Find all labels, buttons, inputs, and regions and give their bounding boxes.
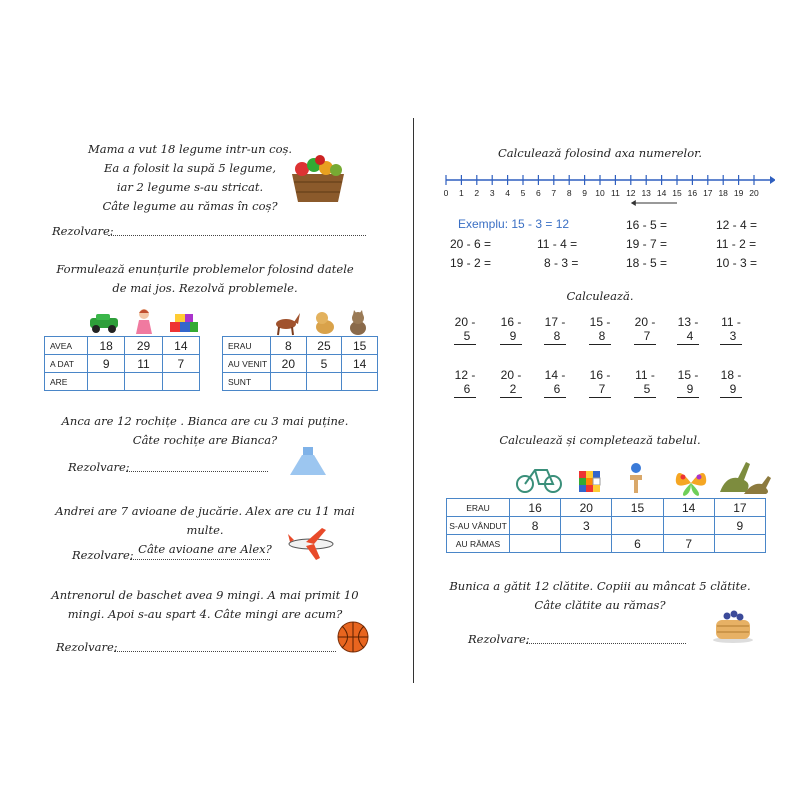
row-label: ERAU bbox=[223, 337, 271, 355]
number-line-label: 20 bbox=[749, 188, 759, 198]
vertical-subtraction bbox=[716, 315, 746, 345]
number-line-label: 1 bbox=[459, 188, 464, 198]
airplane-icon bbox=[286, 526, 336, 562]
table-cell[interactable]: 14 bbox=[162, 337, 199, 355]
equation: 19 - 7 = bbox=[626, 237, 668, 251]
cat-icon bbox=[346, 310, 370, 336]
minuend: 13 - bbox=[677, 315, 699, 329]
numberline-title: Calculează folosind axa numerelor. bbox=[497, 146, 703, 160]
subtrahend: 9 bbox=[729, 382, 737, 396]
table-cell[interactable] bbox=[663, 517, 714, 535]
answer-underline[interactable] bbox=[720, 397, 742, 398]
equation: 11 - 2 = bbox=[716, 237, 757, 251]
number-line-label: 2 bbox=[474, 188, 480, 198]
table-cell[interactable] bbox=[714, 535, 765, 553]
answer-underline[interactable] bbox=[634, 344, 656, 345]
number-line-label: 9 bbox=[582, 188, 587, 198]
problem-5-line: Câte clătite au rămas? bbox=[534, 598, 666, 612]
example-equation: Exemplu: 15 - 3 = 12 bbox=[458, 217, 570, 231]
minuend: 12 - bbox=[454, 368, 476, 382]
problem-1-line: Ea a folosit la supă 5 legume, bbox=[103, 161, 277, 175]
problem-1-line: Câte legume au rămas în coș? bbox=[102, 199, 278, 213]
subtrahend: 8 bbox=[553, 329, 561, 343]
minuend: 17 - bbox=[544, 315, 566, 329]
number-line-label: 16 bbox=[687, 188, 698, 198]
table-cell[interactable]: 20 bbox=[561, 499, 612, 517]
table-cell[interactable]: 16 bbox=[510, 499, 561, 517]
number-line-label: 11 bbox=[610, 188, 620, 198]
answer-underline[interactable] bbox=[454, 397, 476, 398]
table-cell[interactable] bbox=[612, 517, 663, 535]
table-title: Calculează și completează tabelul. bbox=[499, 433, 701, 447]
table-cell[interactable] bbox=[88, 373, 125, 391]
equation: 18 - 5 = bbox=[626, 256, 668, 270]
row-label: ERAU bbox=[447, 499, 510, 517]
vertical-subtraction bbox=[540, 315, 570, 345]
table-cell[interactable]: 9 bbox=[88, 355, 125, 373]
number-line-label: 14 bbox=[656, 188, 667, 198]
table-cell[interactable] bbox=[271, 373, 307, 391]
equation: 16 - 5 = bbox=[626, 218, 668, 232]
answer-underline[interactable] bbox=[677, 397, 699, 398]
table-cell[interactable] bbox=[125, 373, 162, 391]
equation: 10 - 3 = bbox=[716, 256, 758, 270]
subtrahend: 7 bbox=[643, 329, 651, 343]
answer-line[interactable] bbox=[108, 234, 366, 236]
problem-2-line: Anca are 12 rochițe . Bianca are cu 3 mai puține. bbox=[61, 414, 349, 428]
number-line bbox=[440, 168, 775, 208]
table-row bbox=[447, 517, 766, 535]
table-cell[interactable]: 9 bbox=[714, 517, 765, 535]
table-cell[interactable]: 18 bbox=[88, 337, 125, 355]
vertical-subtraction bbox=[716, 368, 746, 398]
answer-underline[interactable] bbox=[544, 344, 566, 345]
equation: 12 - 4 = bbox=[716, 218, 758, 232]
subtrahend: 4 bbox=[686, 329, 694, 343]
subtrahend: 9 bbox=[686, 382, 694, 396]
dress-icon bbox=[288, 446, 328, 476]
table-cell[interactable]: 29 bbox=[125, 337, 162, 355]
vertical-subtraction bbox=[450, 315, 480, 345]
calc-title: Calculează. bbox=[566, 289, 634, 303]
answer-label: Rezolvare: bbox=[468, 632, 530, 646]
answer-line[interactable] bbox=[130, 558, 270, 560]
blocks-icon bbox=[168, 312, 200, 334]
table-1 bbox=[44, 336, 200, 391]
row-label: ARE bbox=[45, 373, 88, 391]
table-cell[interactable]: 8 bbox=[510, 517, 561, 535]
number-line-label: 13 bbox=[641, 188, 651, 198]
table-cell[interactable]: 6 bbox=[612, 535, 663, 553]
equation: 20 - 6 = bbox=[450, 237, 492, 251]
pop-it-icon bbox=[674, 470, 708, 496]
number-line-label: 3 bbox=[489, 188, 495, 198]
table-cell[interactable] bbox=[162, 373, 199, 391]
table-cell[interactable]: 20 bbox=[271, 355, 307, 373]
subtrahend: 5 bbox=[463, 329, 471, 343]
minuend: 11 - bbox=[635, 368, 655, 382]
table-row bbox=[45, 355, 200, 373]
table-cell[interactable]: 5 bbox=[306, 355, 342, 373]
answer-underline[interactable] bbox=[500, 397, 522, 398]
table-cell[interactable]: 7 bbox=[162, 355, 199, 373]
formulate-line: de mai jos. Rezolvă problemele. bbox=[112, 281, 298, 295]
table-row bbox=[223, 373, 378, 391]
answer-label: Rezolvare: bbox=[52, 224, 114, 238]
subtrahend: 8 bbox=[598, 329, 606, 343]
table-cell[interactable]: 17 bbox=[714, 499, 765, 517]
answer-line[interactable] bbox=[126, 470, 268, 472]
table-2 bbox=[222, 336, 378, 391]
number-line-label: 5 bbox=[520, 188, 526, 198]
table-cell[interactable]: 15 bbox=[612, 499, 663, 517]
horse-icon bbox=[272, 310, 302, 336]
vertical-subtraction bbox=[496, 315, 526, 345]
vertical-subtraction bbox=[450, 368, 480, 398]
problem-1-line: Mama a vut 18 legume intr-un coș. bbox=[87, 142, 293, 156]
number-line-label: 17 bbox=[703, 188, 713, 198]
minuend: 15 - bbox=[589, 315, 611, 329]
equation: 19 - 2 = bbox=[450, 256, 492, 270]
problem-4-line: Antrenorul de baschet avea 9 mingi. A mai primit 10 bbox=[51, 588, 359, 602]
row-label: AU VENIT bbox=[223, 355, 271, 373]
table-row bbox=[447, 499, 766, 517]
row-label: S-AU VÂNDUT bbox=[447, 517, 510, 535]
answer-line[interactable] bbox=[526, 642, 686, 644]
subtrahend: 6 bbox=[553, 382, 561, 396]
bicycle-icon bbox=[515, 462, 563, 494]
subtrahend: 9 bbox=[509, 329, 517, 343]
table-cell[interactable] bbox=[342, 373, 378, 391]
example-arrowhead bbox=[631, 200, 636, 206]
subtrahend: 7 bbox=[598, 382, 606, 396]
problem-3-line: Câte avioane are Alex? bbox=[138, 542, 272, 556]
row-label: AVEA bbox=[45, 337, 88, 355]
minuend: 16 - bbox=[589, 368, 611, 382]
number-line-label: 8 bbox=[566, 188, 572, 198]
vertical-subtraction bbox=[673, 315, 703, 345]
table-cell[interactable]: 15 bbox=[342, 337, 378, 355]
minuend: 18 - bbox=[720, 368, 742, 382]
vertical-subtraction bbox=[585, 315, 615, 345]
table-cell[interactable]: 3 bbox=[561, 517, 612, 535]
table-row bbox=[223, 355, 378, 373]
vertical-subtraction bbox=[673, 368, 703, 398]
answer-underline[interactable] bbox=[720, 344, 742, 345]
table-cell[interactable]: 8 bbox=[271, 337, 307, 355]
dinosaurs-icon bbox=[716, 458, 772, 496]
subtrahend: 2 bbox=[509, 382, 517, 396]
problem-5-line: Bunica a gătit 12 clătite. Copiii au mâncat 5 clătite. bbox=[449, 579, 751, 593]
vertical-subtraction bbox=[540, 368, 570, 398]
subtrahend: 5 bbox=[643, 382, 651, 396]
problem-3-line: Andrei are 7 avioane de jucărie. Alex are cu 11 mai multe. bbox=[55, 504, 355, 537]
vertical-subtraction bbox=[585, 368, 615, 398]
problem-4-line: mingi. Apoi s-au spart 4. Câte mingi are acum? bbox=[67, 607, 343, 621]
number-line-label: 12 bbox=[626, 188, 636, 198]
table-row bbox=[45, 337, 200, 355]
page-divider bbox=[413, 118, 414, 683]
basketball-icon bbox=[336, 620, 370, 654]
number-line-label: 15 bbox=[672, 188, 682, 198]
table-cell[interactable]: 25 bbox=[306, 337, 342, 355]
minuend: 20 - bbox=[500, 368, 522, 382]
number-line-arrowhead bbox=[770, 176, 775, 184]
answer-underline[interactable] bbox=[500, 344, 522, 345]
minuend: 16 - bbox=[500, 315, 522, 329]
table-row bbox=[45, 373, 200, 391]
problem-4-text bbox=[40, 586, 370, 624]
answer-underline[interactable] bbox=[589, 344, 611, 345]
subtrahend: 6 bbox=[463, 382, 471, 396]
answer-underline[interactable] bbox=[589, 397, 611, 398]
number-line-label: 0 bbox=[443, 188, 449, 198]
table-cell[interactable] bbox=[561, 535, 612, 553]
row-label: AU RĂMAS bbox=[447, 535, 510, 553]
answer-underline[interactable] bbox=[454, 344, 476, 345]
row-label: SUNT bbox=[223, 373, 271, 391]
answer-label: Rezolvare: bbox=[68, 460, 130, 474]
table-cell[interactable]: 14 bbox=[342, 355, 378, 373]
number-line-label: 6 bbox=[536, 188, 541, 198]
doll-icon bbox=[135, 308, 153, 336]
answer-underline[interactable] bbox=[677, 344, 699, 345]
number-line-label: 10 bbox=[595, 188, 605, 198]
formulate-instruction bbox=[40, 260, 370, 298]
vertical-subtraction bbox=[630, 315, 660, 345]
number-line-label: 7 bbox=[551, 188, 557, 198]
table-cell[interactable]: 14 bbox=[663, 499, 714, 517]
rubiks-cube-icon bbox=[578, 470, 602, 494]
answer-underline[interactable] bbox=[634, 397, 656, 398]
vertical-subtraction bbox=[496, 368, 526, 398]
kendama-icon bbox=[626, 462, 646, 494]
minuend: 20 - bbox=[634, 315, 656, 329]
table-row bbox=[223, 337, 378, 355]
answer-underline[interactable] bbox=[544, 397, 566, 398]
number-line-label: 4 bbox=[505, 188, 510, 198]
minuend: 20 - bbox=[454, 315, 476, 329]
number-line-label: 18 bbox=[718, 188, 728, 198]
answer-label: Rezolvare: bbox=[56, 640, 118, 654]
subtrahend: 3 bbox=[729, 329, 737, 343]
equation: 8 - 3 = bbox=[544, 256, 579, 270]
vegetable-basket-icon bbox=[288, 152, 348, 204]
dog-icon bbox=[312, 310, 338, 336]
table-cell[interactable] bbox=[510, 535, 561, 553]
table-3 bbox=[446, 498, 766, 553]
table-cell[interactable]: 11 bbox=[125, 355, 162, 373]
toy-car-icon bbox=[88, 312, 120, 334]
vertical-subtraction bbox=[630, 368, 660, 398]
table-row bbox=[447, 535, 766, 553]
problem-2-line: Câte rochițe are Bianca? bbox=[132, 433, 278, 447]
minuend: 14 - bbox=[544, 368, 566, 382]
problem-1-line: iar 2 legume s-au stricat. bbox=[116, 180, 264, 194]
equation: 11 - 4 = bbox=[537, 237, 578, 251]
minuend: 11 - bbox=[721, 315, 741, 329]
answer-line[interactable] bbox=[114, 650, 336, 652]
minuend: 15 - bbox=[677, 368, 699, 382]
formulate-line: Formulează enunțurile problemelor folosind datele bbox=[56, 262, 354, 276]
number-line-label: 19 bbox=[733, 188, 744, 198]
row-label: A DAT bbox=[45, 355, 88, 373]
problem-2-text bbox=[40, 412, 370, 450]
table-cell[interactable] bbox=[306, 373, 342, 391]
answer-label: Rezolvare: bbox=[72, 548, 134, 562]
table-cell[interactable]: 7 bbox=[663, 535, 714, 553]
pancakes-icon bbox=[712, 606, 754, 644]
